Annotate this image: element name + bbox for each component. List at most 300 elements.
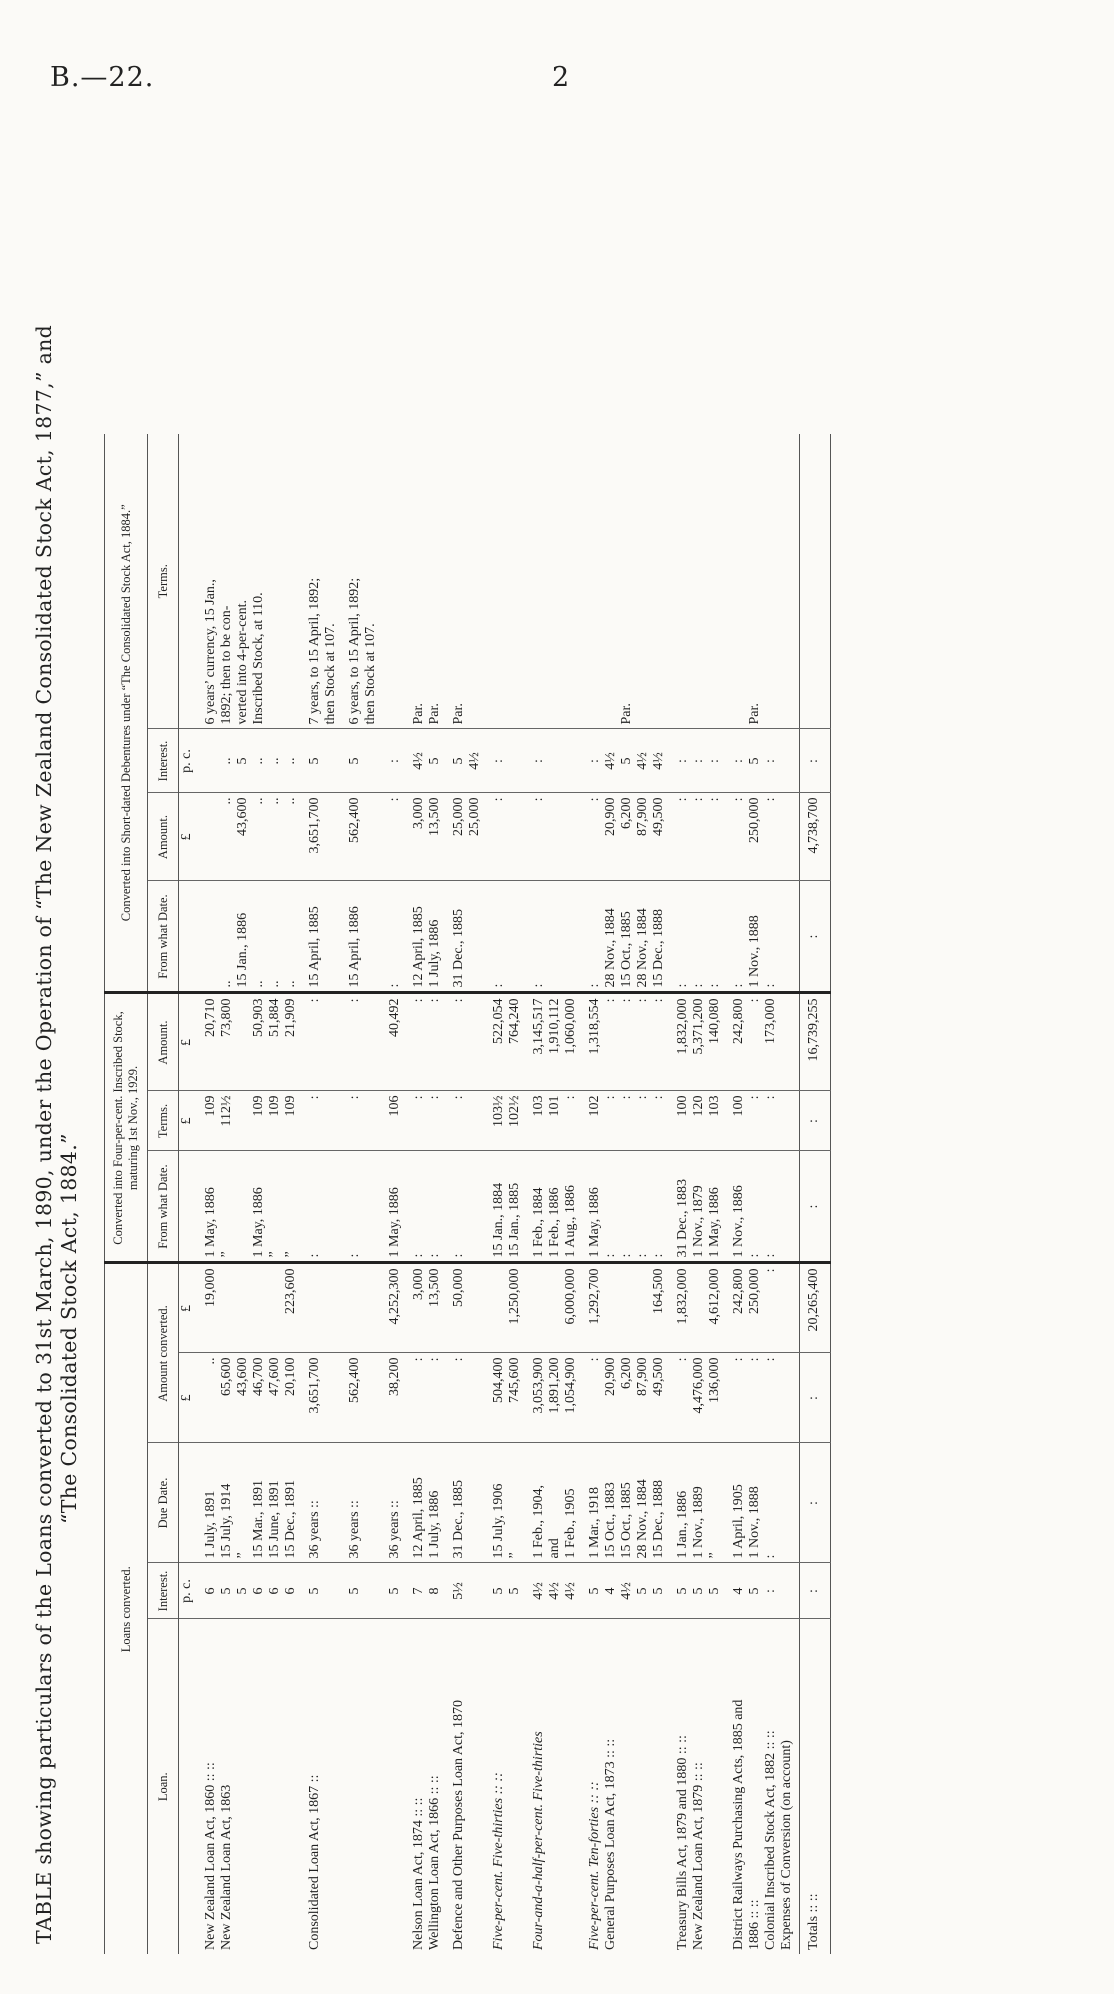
cell-line: : (619, 1253, 634, 1258)
cell-line: : (347, 1095, 362, 1100)
cell-line: : (387, 983, 402, 988)
cell-line: .. (251, 757, 266, 765)
cell-line: 15 July, 1906 (491, 1483, 506, 1559)
fp-terms-cell (303, 1091, 343, 1151)
cell-line: 3,651,700 (307, 797, 322, 854)
cell-line: : (747, 1095, 762, 1100)
interest-cell (303, 1563, 343, 1619)
sd-interest-cell (583, 729, 671, 793)
fp-terms-cell (487, 1091, 527, 1151)
cell-line: 38,200 (387, 1357, 402, 1396)
cell-line: Par. (451, 703, 466, 725)
amount-converted-cell (583, 1353, 671, 1443)
cell-line: : (451, 1357, 466, 1362)
cell-line: 15 Dec., 1888 (651, 1479, 666, 1559)
cell-line (619, 1269, 635, 1349)
due-date-cell (303, 1443, 343, 1563)
cell-line: : (491, 797, 506, 802)
cell-line (603, 1269, 619, 1349)
cell-line: : (491, 759, 506, 763)
cell-line (531, 438, 547, 725)
fp-date-cell (487, 1151, 527, 1263)
totals-fp-amount: 16,739,255 (800, 993, 831, 1091)
loan-cell (407, 1619, 447, 1954)
cell-line: : (763, 759, 778, 763)
unit-pound-a: £ (179, 1353, 200, 1443)
cell-line: : (651, 1095, 666, 1100)
fp-date-cell (671, 1151, 727, 1263)
cell-line: 15 July, 1914 (219, 1483, 234, 1559)
fp-amount-cell (199, 993, 303, 1091)
sd-terms-cell (383, 434, 407, 729)
cell-line: 28 Nov., 1884 (635, 908, 650, 988)
cell-line: : (747, 998, 762, 1003)
loan-cell (727, 1619, 800, 1954)
cell-line: : (675, 797, 690, 802)
fp-date-cell (447, 1151, 487, 1263)
cell-line: : (307, 1253, 322, 1258)
sd-interest-cell (447, 729, 487, 793)
cell-line: 164,500 (651, 1268, 666, 1314)
cell-line: : (603, 1253, 618, 1258)
conversion-table: Loans converted. Converted into Four-per-cent. Inscribed Stock, maturing 1st Nov., 1929. Converted into Short-dated Debentures under “The Consolidated Stock Act, 1884.” Loan. Interest. Due Date. Amount converted. From what Date. Terms. Amount. From what Date. Amount. Interest. Terms. p. c. £ £ £ £ £ p. c. New Zealand Loan Act, 1860 :: :: New Zealand Loan Act, 1863 6 5 5 6 6 6 1 July, 1891 15 July, 1914 ” 15 Mar., 1891 15 June, 1891 15 Dec., 1891 .. 65,600 43,600 46,700 47,600 20,100 19,000 223,600 1 May, 1886 ” 1 May, 1886 ” ” 109 112½ 109 109 109 20,710 73,800 50,903 51,884 21,909 .. 15 Jan., 1886 .. .. .. .. 43,600 .. .. .. .. 5 .. .. .. 6 years’ currency, 15 Jan., 1892; then to be con- verted into 4-per-cent. Inscribed Stock, at 110. Consolidated Loan Act, 1867 :: 5 36 years :: 3,651,700 : : : 15 April, 1885 3,651,700 5 7 years, to 15 April, 1892; then Stock at 107. 5 36 years :: 562,400 : : : 15 April, 1886 562,400 5 6 years, to 15 April, 1892; then Stock at 107. 5 36 years :: 38,200 4,252,300 1 May, 1886 106 40,492 : : : Nelson Loan Act, 1874 :: :: Wellington Loan Act, 1866 :: :: 7 8 12 April, 1885 1 July, 1886 : : 3,000 13,500 : : : : : : 12 April, 1885 1 July, 1886 3,000 13,500 4½ 5 Par. Par. Defence and Other Purposes Loan Act, 1870 5½ 31 Dec., 1885 : 50,000 : : : 31 Dec., 1885 25,000 25,000 5 4½ Par. Five-per-cent. Five-thirties :: :: 5 5 15 July, 1906 ” 504,400 745,600 1,250,000 15 Jan., 1884 15 Jan., 1885 103½ 102½ 522,054 764,240 : : : Four-and-a-half-per-cent. Five-thirties 4½ 4½ 4½ 1 Feb., 1904, and 1 Feb., 1905 3,053,900 1,891,200 1,054,900 6,000,000 1 Feb., 1884 1 Feb., 1886 1 Aug., 1886 103 101 : 3,145,517 1,910,112 1,060,000 : : : Five-per-cent. Ten-forties :: :: General Purposes Loan Act, 1873 :: :: 5 4 4½ 5 5 1 Mar., 1918 15 Oct., 1883 15 Oct., 1885 28 Nov., 1884 15 Dec., 1888 : 20,900 6,200 87,900 49,500 1,292,700 164,500 1 May, 1886 : : : : 102 : : : : 1,318,554 : : : : : 28 Nov., 1884 15 Oct., 1885 28 Nov., 1884 15 Dec., 1888 : 20,900 6,200 87,900 49,500 : 4½ 5 4½ 4½ Par. Treasury Bills Act, 1879 and 1880 :: :: New Zealand Loan Act, 1879 :: :: 5 5 5 1 Jan., 1886 1 Nov., 1889 ” : 4,476,000 136,000 1,832,000 4,612,000 31 Dec., 1883 1 Nov., 1879 1 May, 1886 100 120 103 1,832,000 5,371,200 140,080 : : : : : : : : : District Railways Purchasing Acts, 1885 and 1886 :: :: Colonial Inscribed Stock Act, 1882 :: :: Expenses of Conversion (on account) 4 5 : 1 April, 1905 1 Nov., 1888 : : : : 242,800 250,000 : 1 Nov., 1886 : : 100 : : 242,800 : 173,000 : 1 Nov., 1888 : : 250,000 : : 5 : Par. Totals :: :: : : : 20,265,400 : : 16,739,255 : 4,738,700 : (104, 434, 831, 1954)
cell-line (283, 438, 299, 725)
interest-cell (727, 1563, 800, 1619)
cell-line: 4 (731, 1587, 746, 1595)
loan-cell (343, 1619, 383, 1954)
table-title (32, 144, 82, 1944)
cell-line: 5½ (451, 1582, 466, 1600)
due-date-cell (383, 1443, 407, 1563)
amount-converted-cell (447, 1353, 487, 1443)
fp-date-cell (303, 1151, 343, 1263)
cell-line (235, 1269, 251, 1349)
amount-converted-subtotal-cell (383, 1263, 407, 1353)
cell-line: .. (267, 797, 282, 805)
cell-line (203, 798, 219, 877)
cell-line: 120 (691, 1095, 706, 1117)
cell-line: 1,910,112 (547, 998, 562, 1054)
cell-line: : (587, 759, 602, 763)
sd-interest-cell (383, 729, 407, 793)
unit-pound-terms: £ (179, 1091, 200, 1151)
sd-amount-cell (583, 793, 671, 881)
cell-line: 103 (531, 1095, 546, 1117)
sd-amount-cell (343, 793, 383, 881)
amount-converted-cell (199, 1353, 303, 1443)
interest-cell (199, 1563, 303, 1619)
unit-pound-amount: £ (179, 993, 200, 1091)
sd-amount-cell (199, 793, 303, 881)
sd-date-cell (487, 881, 527, 993)
cell-line: Wellington Loan Act, 1866 :: :: (427, 1775, 442, 1950)
fp-date-cell (343, 1151, 383, 1263)
amount-converted-subtotal-cell (527, 1263, 583, 1353)
interest-cell (671, 1563, 727, 1619)
cell-line: 1 Feb., 1886 (547, 1187, 562, 1258)
group-four-per-cent: Converted into Four-per-cent. Inscribed Stock, maturing 1st Nov., 1929. (105, 993, 148, 1263)
sd-date-cell (199, 881, 303, 993)
amount-converted-subtotal-cell (447, 1263, 487, 1353)
cell-line: : (675, 759, 690, 763)
cell-line: 5 (347, 1587, 362, 1595)
cell-line (387, 438, 403, 725)
cell-line: 112½ (219, 1095, 234, 1127)
cell-line (635, 438, 651, 725)
cell-line (203, 734, 219, 789)
cell-line: 4½ (563, 1582, 578, 1600)
cell-line: 4½ (411, 752, 426, 770)
cell-line: : (427, 998, 442, 1003)
cell-line: 1 May, 1886 (251, 1187, 266, 1258)
cell-line: 5 (451, 757, 466, 765)
fp-terms-cell (671, 1091, 727, 1151)
sd-interest-cell (487, 729, 527, 793)
sd-terms-cell (583, 434, 671, 729)
cell-line: : (691, 797, 706, 802)
amount-converted-cell (303, 1353, 343, 1443)
fp-date-cell (583, 1151, 671, 1263)
cell-line: 1892; then to be con- (219, 605, 234, 725)
cell-line (531, 1269, 547, 1349)
cell-line: : (763, 1268, 778, 1273)
sd-terms-cell (407, 434, 447, 729)
cell-line: 25,000 (467, 797, 482, 836)
cell-line (675, 438, 691, 725)
cell-line: Colonial Inscribed Stock Act, 1882 :: :: (763, 1730, 778, 1950)
fp-amount-cell (527, 993, 583, 1091)
cell-line: General Purposes Loan Act, 1873 :: :: (603, 1738, 618, 1950)
fp-amount-cell (583, 993, 671, 1091)
cell-line (547, 1269, 563, 1349)
cell-line: 50,000 (451, 1268, 466, 1307)
cell-line: : (387, 759, 402, 763)
cell-line: : (619, 1095, 634, 1100)
cell-line: : (491, 983, 506, 988)
cell-line: 25,000 (451, 797, 466, 836)
cell-line: 12 April, 1885 (411, 1477, 426, 1559)
col-terms: Terms. (148, 1091, 179, 1151)
cell-line: 15 Oct., 1885 (619, 1482, 634, 1559)
due-date-cell (407, 1443, 447, 1563)
cell-line (235, 1156, 251, 1258)
cell-line: : (635, 1253, 650, 1258)
cell-line: 562,400 (347, 797, 362, 843)
cell-line: 223,600 (283, 1268, 298, 1314)
page-number: 2 (552, 62, 571, 93)
cell-line: : (427, 1095, 442, 1100)
cell-line: 1886 :: :: (747, 1899, 762, 1950)
col-from-what-date: From what Date. (148, 1151, 179, 1263)
cell-line: : (763, 1095, 778, 1100)
cell-line: 242,800 (731, 998, 746, 1044)
cell-line: .. (267, 757, 282, 765)
cell-line (603, 438, 619, 725)
cell-line: 562,400 (347, 1357, 362, 1403)
cell-line: : (707, 759, 722, 763)
cell-line: 3,053,900 (531, 1357, 546, 1414)
cell-line: Consolidated Loan Act, 1867 :: (307, 1774, 322, 1950)
cell-line: 6 (283, 1587, 298, 1595)
fp-date-cell (527, 1151, 583, 1263)
fp-amount-cell (487, 993, 527, 1091)
cell-line (203, 886, 219, 988)
cell-line (267, 1269, 283, 1349)
cell-line (283, 1624, 299, 1951)
cell-line: 46,700 (251, 1357, 266, 1396)
cell-line: : (691, 983, 706, 988)
cell-line: 1 Nov., 1888 (747, 915, 762, 988)
table-row (727, 434, 800, 1954)
sd-terms-cell (303, 434, 343, 729)
cell-line (763, 438, 779, 725)
cell-line: 50,903 (251, 998, 266, 1037)
sd-interest-cell (527, 729, 583, 793)
cell-line: 6,200 (619, 1357, 634, 1389)
cell-line: 5 (219, 1587, 234, 1595)
table-row (303, 434, 343, 1954)
cell-line: 140,080 (707, 998, 722, 1044)
totals-amount-converted: 20,265,400 (800, 1263, 831, 1353)
table-row (583, 434, 671, 1954)
cell-line: : (763, 1253, 778, 1258)
fp-amount-cell (343, 993, 383, 1091)
cell-line: 5 (707, 1587, 722, 1595)
col-sd-terms: Terms. (148, 434, 179, 729)
sd-amount-cell (447, 793, 487, 881)
cell-line: 4½ (547, 1582, 562, 1600)
interest-cell (527, 1563, 583, 1619)
cell-line: Par. (427, 703, 442, 725)
amount-converted-subtotal-cell (671, 1263, 727, 1353)
sd-terms-cell (487, 434, 527, 729)
cell-line: 109 (283, 1095, 298, 1117)
cell-line: : (531, 797, 546, 802)
fp-amount-cell (447, 993, 487, 1091)
cell-line: 15 Oct., 1883 (603, 1482, 618, 1559)
cell-line: 136,000 (707, 1357, 722, 1403)
cell-line: Par. (747, 703, 762, 725)
cell-line: 100 (675, 1095, 690, 1117)
table-row (447, 434, 487, 1954)
cell-line: 5 (747, 757, 762, 765)
cell-line (251, 1269, 267, 1349)
cell-line: Treasury Bills Act, 1879 and 1880 :: :: (675, 1735, 690, 1950)
cell-line: Inscribed Stock, at 110. (251, 592, 266, 725)
cell-line: : (411, 1253, 426, 1258)
cell-line: .. (251, 797, 266, 805)
cell-line: verted into 4-per-cent. (235, 600, 250, 725)
cell-line: 100 (731, 1095, 746, 1117)
unit-pound-b: £ (179, 1263, 200, 1353)
cell-line: 5 (307, 1587, 322, 1595)
cell-line: : (307, 1095, 322, 1100)
sd-date-cell (447, 881, 487, 993)
cell-line: 6,200 (619, 797, 634, 829)
cell-line: 101 (547, 1095, 562, 1117)
cell-line: : (451, 1095, 466, 1100)
cell-line: : (731, 797, 746, 802)
interest-cell (583, 1563, 671, 1619)
amount-converted-subtotal-cell (407, 1263, 447, 1353)
cell-line (587, 438, 603, 725)
cell-line: 103 (707, 1095, 722, 1117)
amount-converted-cell (343, 1353, 383, 1443)
cell-line: 1 Nov., 1888 (747, 1486, 762, 1559)
cell-line: .. (283, 757, 298, 765)
cell-line: 4 (603, 1587, 618, 1595)
cell-line (219, 1269, 235, 1349)
cell-line: 5 (651, 1587, 666, 1595)
sd-interest-cell (343, 729, 383, 793)
amount-converted-cell (527, 1353, 583, 1443)
cell-line: 4½ (635, 752, 650, 770)
due-date-cell (447, 1443, 487, 1563)
cell-line (387, 1624, 403, 1951)
cell-line: 250,000 (747, 1268, 762, 1314)
cell-line: 3,651,700 (307, 1357, 322, 1414)
amount-converted-cell (727, 1353, 800, 1443)
cell-line: : (675, 983, 690, 988)
cell-line: 21,909 (283, 998, 298, 1037)
cell-line: : (747, 1357, 762, 1362)
cell-line: New Zealand Loan Act, 1863 (219, 1784, 234, 1950)
due-date-cell (671, 1443, 727, 1563)
sd-amount-cell (303, 793, 343, 881)
cell-line: 5 (307, 757, 322, 765)
cell-line: ” (507, 1552, 522, 1559)
fp-amount-cell (303, 993, 343, 1091)
sd-date-cell (727, 881, 800, 993)
cell-line: 250,000 (747, 797, 762, 843)
cell-line: 51,884 (267, 998, 282, 1037)
cell-line: 5 (347, 757, 362, 765)
cell-line: 15 Jan., 1886 (235, 912, 250, 988)
fp-terms-cell (383, 1091, 407, 1151)
sd-date-cell (303, 881, 343, 993)
cell-line: 15 Dec., 1891 (283, 1479, 298, 1559)
cell-line: 1,250,000 (507, 1268, 522, 1325)
cell-line: 1 July, 1891 (203, 1490, 218, 1559)
fp-terms-cell (583, 1091, 671, 1151)
cell-line: : (531, 759, 546, 763)
cell-line: 15 April, 1885 (307, 906, 322, 988)
cell-line: 173,000 (763, 998, 778, 1044)
cell-line: 7 years, to 15 April, 1892; (307, 577, 322, 725)
due-date-cell (487, 1443, 527, 1563)
cell-line: 31 Dec., 1885 (451, 908, 466, 988)
cell-line (235, 999, 251, 1087)
cell-line: ” (707, 1552, 722, 1559)
cell-line: 5 (587, 1587, 602, 1595)
cell-line: 1,832,000 (675, 1268, 690, 1325)
cell-line: : (763, 797, 778, 802)
cell-line: ” (235, 1552, 250, 1559)
cell-line: .. (203, 1357, 218, 1365)
cell-line: .. (267, 980, 282, 988)
cell-line: : (635, 1095, 650, 1100)
cell-line: 20,100 (283, 1357, 298, 1396)
cell-line (651, 438, 667, 725)
cell-line: 106 (387, 1095, 402, 1117)
cell-line: 1,318,554 (587, 998, 602, 1055)
cell-line: 5 (635, 1587, 650, 1595)
cell-line: : (763, 1357, 778, 1362)
loan-cell (199, 1619, 303, 1954)
page-ref: B.—22. (50, 62, 155, 93)
cell-line: 1 Aug., 1886 (563, 1185, 578, 1258)
cell-line (347, 1269, 363, 1349)
cell-line: : (451, 998, 466, 1003)
cell-line: : (691, 759, 706, 763)
cell-line: 5 (619, 757, 634, 765)
sd-terms-cell (447, 434, 487, 729)
cell-line: and (547, 1538, 562, 1559)
cell-line: 1 May, 1886 (203, 1187, 218, 1258)
cell-line: 15 Mar., 1891 (251, 1479, 266, 1559)
cell-line: 1 Feb., 1905 (563, 1488, 578, 1559)
sd-amount-cell (407, 793, 447, 881)
sd-interest-cell (671, 729, 727, 793)
sd-date-cell (671, 881, 727, 993)
cell-line: : (731, 1357, 746, 1362)
loan-cell (487, 1619, 527, 1954)
cell-line: : (675, 1357, 690, 1362)
cell-line: 1,292,700 (587, 1268, 602, 1325)
loan-cell (527, 1619, 583, 1954)
cell-line: 242,800 (731, 1268, 746, 1314)
amount-converted-cell (407, 1353, 447, 1443)
cell-line: 4,252,300 (387, 1268, 402, 1325)
cell-line: 5 (747, 1587, 762, 1595)
fp-amount-cell (407, 993, 447, 1091)
sd-amount-cell (727, 793, 800, 881)
cell-line: 36 years :: (347, 1500, 362, 1559)
cell-line (235, 1624, 251, 1951)
cell-line: 5 (387, 1587, 402, 1595)
cell-line (307, 1269, 323, 1349)
totals-sd-amount: 4,738,700 (800, 793, 831, 881)
unit-pc: p. c. (179, 1563, 200, 1619)
cell-line: 1 May, 1886 (587, 1187, 602, 1258)
cell-line (267, 1624, 283, 1951)
cell-line: : (763, 1554, 778, 1559)
cell-line (491, 1269, 507, 1349)
amount-converted-cell (383, 1353, 407, 1443)
cell-line: .. (283, 797, 298, 805)
loan-cell (671, 1619, 727, 1954)
cell-line: 15 June, 1891 (267, 1480, 282, 1559)
cell-line: 4½ (651, 752, 666, 770)
interest-cell (487, 1563, 527, 1619)
cell-line: 4½ (603, 752, 618, 770)
due-date-cell (343, 1443, 383, 1563)
cell-line: 12 April, 1885 (411, 906, 426, 988)
cell-line (635, 1269, 651, 1349)
interest-cell (407, 1563, 447, 1619)
cell-line: : (347, 998, 362, 1003)
cell-line: 6,000,000 (563, 1268, 578, 1325)
cell-line: 3,145,517 (531, 998, 546, 1055)
cell-line: 6 (203, 1587, 218, 1595)
table-row (343, 434, 383, 1954)
cell-line (347, 1624, 363, 1951)
cell-line: : (387, 797, 402, 802)
cell-line: 15 Jan., 1884 (491, 1182, 506, 1258)
cell-line: 49,500 (651, 797, 666, 836)
cell-line: New Zealand Loan Act, 1860 :: :: (203, 1762, 218, 1950)
col-sd-from-what-date: From what Date. (148, 881, 179, 993)
